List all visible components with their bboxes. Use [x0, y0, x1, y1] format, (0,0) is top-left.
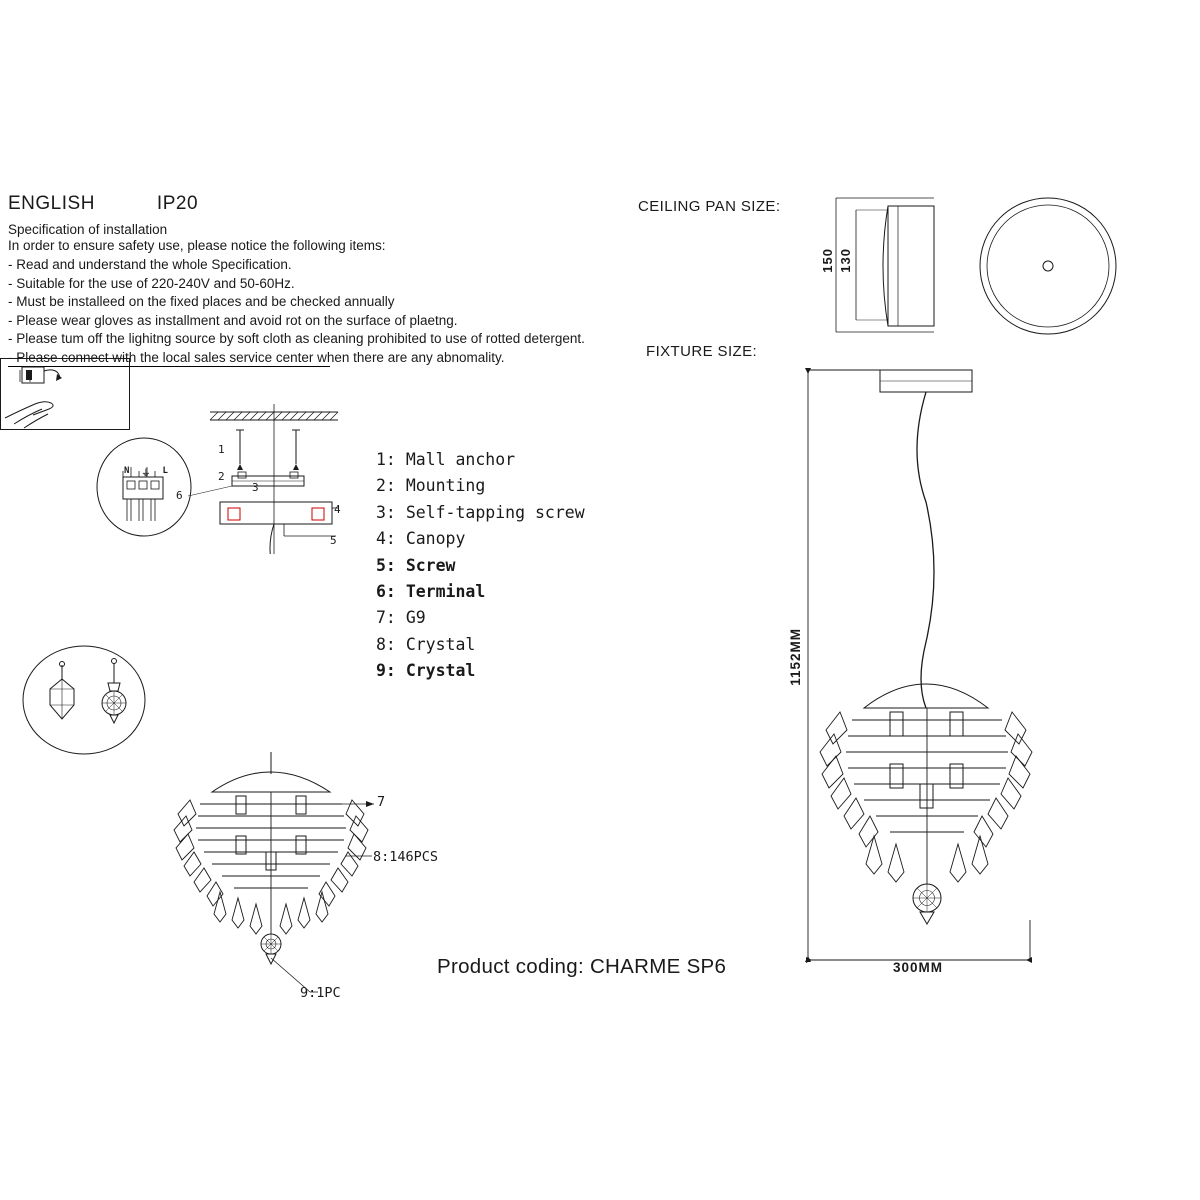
- legend-num: 8:: [376, 634, 396, 654]
- ceiling-pan-drawing: [826, 190, 1126, 338]
- exploded-number-5: 5: [330, 534, 337, 547]
- terminal-letter-earth: ⏚: [141, 469, 151, 479]
- callout-g9: 7: [377, 794, 386, 810]
- legend-row: [376, 553, 585, 579]
- callout-crystal-146pcs: 8:146PCS: [373, 849, 439, 865]
- legend-num: 4:: [376, 529, 396, 549]
- legend-label: Mall anchor: [405, 450, 516, 469]
- legend-label: Crystal: [405, 661, 476, 681]
- terminal-pin-labels: [124, 466, 168, 479]
- legend-row: [376, 500, 585, 526]
- exploded-number-2: 2: [218, 470, 225, 483]
- spec-item: - Suitable for the use of 220-240V and 50-60Hz.: [8, 275, 295, 291]
- legend-label: Mounting: [405, 476, 486, 496]
- legend-num: 1:: [376, 450, 396, 469]
- exploded-number-6: 6: [176, 489, 183, 502]
- spec-item: - Read and understand the whole Specification.: [8, 257, 292, 272]
- legend-row: [376, 632, 585, 658]
- language-label: ENGLISH: [8, 193, 95, 214]
- ip-rating-label: IP20: [156, 193, 199, 214]
- hand-switch-illustration: [0, 358, 130, 430]
- legend-num: 5:: [376, 555, 396, 575]
- crystal-detail-circle: [22, 645, 146, 755]
- fixture-size-label: FIXTURE SIZE:: [646, 343, 758, 360]
- terminal-letter-l: L: [162, 466, 168, 476]
- spec-item: - Please wear gloves as installment and avoid rot on the surface of plaetng.: [8, 312, 458, 328]
- product-coding: Product coding: CHARME SP6: [437, 955, 727, 978]
- parts-legend: [376, 447, 585, 685]
- legend-row: [376, 447, 585, 473]
- legend-row: [376, 473, 585, 499]
- legend-label: G9: [405, 608, 426, 628]
- legend-label: Screw: [405, 555, 456, 575]
- specification-intro: In order to ensure safety use, please notice the following items:: [8, 238, 386, 253]
- legend-num: 7:: [376, 608, 396, 628]
- callout-crystal-1pc: 9:1PC: [300, 985, 341, 1001]
- fixture-size-drawing: [780, 360, 1180, 980]
- chandelier-detail-drawing: [160, 752, 390, 1012]
- legend-num: 3:: [376, 502, 396, 522]
- specification-title: Specification of installation: [8, 222, 168, 237]
- legend-num: 6:: [376, 582, 396, 602]
- legend-label: Self-tapping screw: [405, 502, 585, 522]
- spec-item: - Must be installeed on the fixed places and be checked annually: [8, 294, 395, 310]
- legend-row: [376, 579, 585, 605]
- legend-row: [376, 605, 585, 631]
- ceiling-pan-dim-150: 150: [820, 248, 835, 273]
- spec-item: - Please tum off the lighitng source by soft cloth as cleaning prohibited to use of rotted detergent.: [8, 331, 585, 347]
- terminal-zoom-circle: [96, 437, 196, 537]
- specification-list: [8, 256, 585, 368]
- exploded-number-3: 3: [252, 481, 259, 494]
- legend-row: [376, 658, 585, 684]
- ceiling-pan-dim-130: 130: [838, 248, 853, 273]
- fixture-height-dim: 1152MM: [788, 628, 803, 686]
- legend-num: 2:: [376, 476, 396, 496]
- terminal-letter-n: N: [124, 466, 130, 476]
- legend-label: Terminal: [405, 582, 486, 602]
- spec-item: - Please connect with the local sales service center when there are any abnomality.: [8, 349, 505, 365]
- exploded-mounting-diagram: [188, 404, 348, 554]
- legend-label: Canopy: [405, 529, 466, 549]
- legend-label: Crystal: [405, 634, 476, 654]
- fixture-width-dim: 300MM: [893, 960, 944, 975]
- legend-row: [376, 526, 585, 552]
- exploded-number-1: 1: [218, 443, 225, 456]
- exploded-number-4: 4: [334, 503, 341, 516]
- legend-num: 9:: [376, 661, 396, 681]
- header-row: [8, 193, 198, 215]
- ceiling-pan-size-label: CEILING PAN SIZE:: [638, 198, 781, 215]
